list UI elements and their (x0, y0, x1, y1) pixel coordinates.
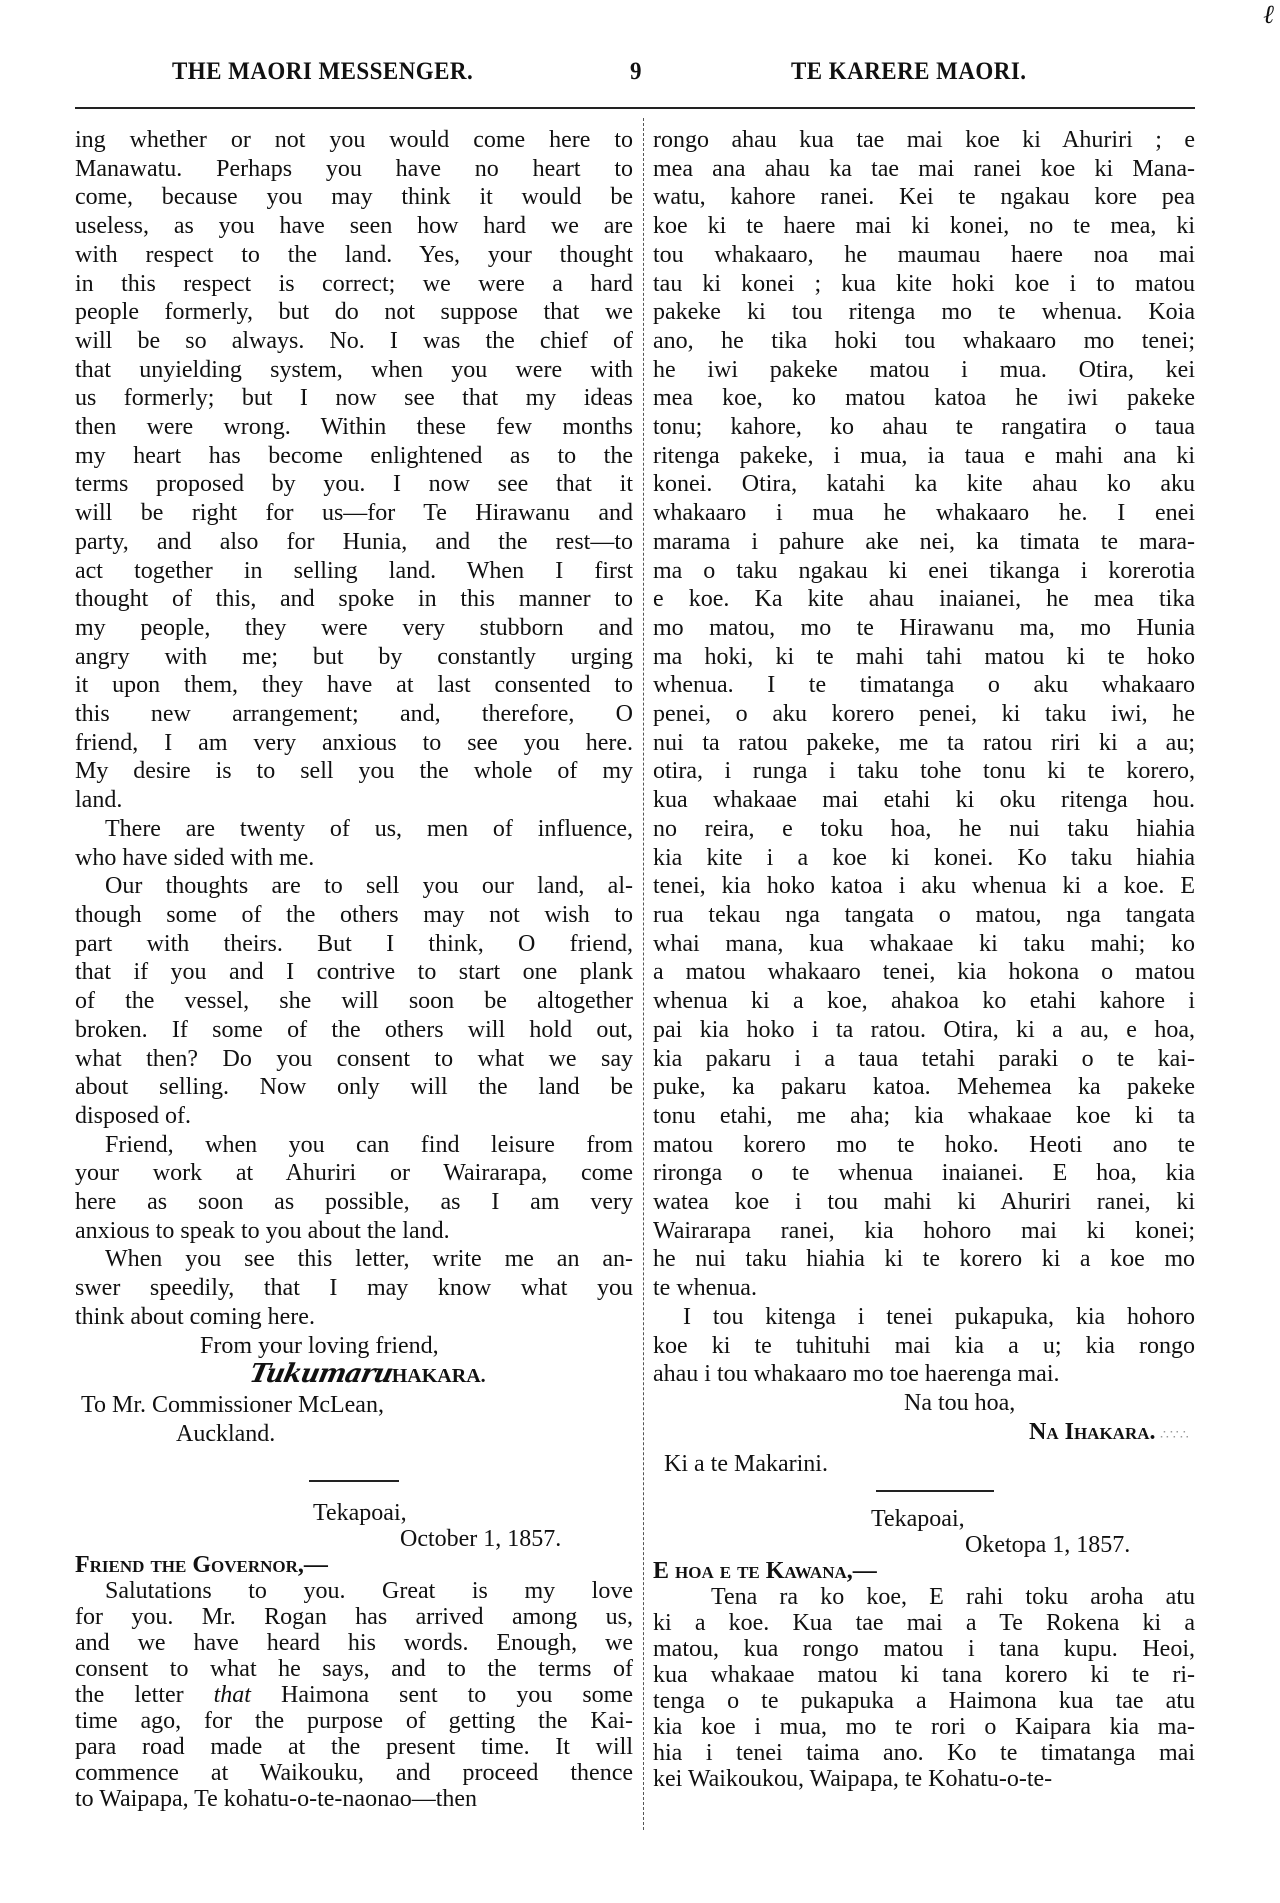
text-line: nui ta ratou pakeke, me ta ratou riri ki a au; (653, 729, 1195, 756)
margin-mark: ℓ (1263, 0, 1274, 29)
text-line: will be right for us—for Te Hirawanu and (75, 500, 633, 527)
text-line: time ago, for the purpose of getting the Kai- (75, 1708, 633, 1734)
text-line: terms proposed by you. I now see that it (75, 471, 633, 498)
addressee: To Mr. Commissioner McLean, (81, 1391, 384, 1418)
text-line: ritenga pakeke, i mua, ia taua e mahi ana ki (653, 442, 1195, 469)
text-line: tenga o te pukapuka a Haimona kua tae atu (653, 1688, 1195, 1714)
text-line: Friend, when you can find leisure from (105, 1131, 633, 1158)
text-line: kei Waikoukou, Waipapa, te Kohatu-o-te- (653, 1766, 1053, 1792)
signature-name: Na Ihakara. (1029, 1418, 1156, 1445)
text-line: of the vessel, she will soon be altogether (75, 988, 633, 1015)
text-line: Tena ra ko koe, E rahi toku aroha atu (711, 1584, 1195, 1610)
text-line: to Waipapa, Te kohatu-o-te-naonao—then (75, 1786, 478, 1812)
paragraph (75, 1578, 633, 1812)
text-line: mo matou, mo te Hirawanu ma, mo Hunia (653, 614, 1195, 641)
text-line: ma o taku ngakau ki enei tikanga i korerotia (653, 557, 1195, 584)
text-line: rironga o te whenua inaianei. E hoa, kia (653, 1160, 1195, 1187)
text-line: Manawatu. Perhaps you have no heart to (75, 155, 633, 182)
english-letter-2 (75, 1500, 633, 1812)
text-line: Salutations to you. Great is my love (105, 1578, 633, 1604)
text-line: for you. Mr. Rogan has arrived among us, (75, 1604, 633, 1630)
text-line: whai mana, kua whakaae ki taku mahi; ko (653, 930, 1195, 957)
letter-salutation: Friend the Governor,— (75, 1552, 328, 1578)
signature-line (653, 1418, 1195, 1451)
text-line: My desire is to sell you the whole of my (75, 758, 633, 785)
text-line: kia pakaru i a taua tetahi paraki o te kai- (653, 1045, 1195, 1072)
text-line: friend, I am very anxious to see you here. (75, 729, 633, 756)
text-line: Wairarapa ranei, kia hohoro mai ki konei; (653, 1217, 1195, 1244)
paragraph (75, 1245, 633, 1331)
text-line: watea koe i tou mahi ki Ahuriri ranei, ki (653, 1189, 1195, 1216)
text-line: tenei, kia hoko katoa i aku whenua ki a koe. E (653, 873, 1195, 900)
text-line: kua whakaae matou ki tana korero ki te ri- (653, 1662, 1195, 1688)
text-line: puke, ka pakaru katoa. Mehemea ka pakeke (653, 1074, 1195, 1101)
text-line: your work at Ahuriri or Wairarapa, come (75, 1160, 633, 1187)
letter-date: October 1, 1857. (400, 1526, 562, 1552)
text-line: Our thoughts are to sell you our land, al- (105, 873, 633, 900)
paragraph (75, 1131, 633, 1246)
text-line: kia koe i mua, mo te rori o Kaipara kia ma- (653, 1714, 1195, 1740)
text-line: what then? Do you consent to what we say (75, 1045, 633, 1072)
paragraph (75, 872, 633, 1130)
text-line: useless, as you have seen how hard we are (75, 213, 633, 240)
header-rule (75, 107, 1195, 109)
english-letter-1 (75, 126, 633, 1448)
text-line: te whenua. (653, 1275, 757, 1302)
masthead-english-title: THE MAORI MESSENGER. (172, 58, 474, 85)
letter-place: Tekapoai, (313, 1500, 407, 1526)
text-line: whenua ki a koe, ahakoa ko etahi kahore i (653, 988, 1195, 1015)
text-line: he nui taku hiahia ki te korero ki a koe mo (653, 1246, 1195, 1273)
text-line: matou korero mo te hoko. Heoti ano te (653, 1131, 1195, 1158)
text-line: koe ki te haere mai ki konei, no te mea, ki (653, 213, 1195, 240)
text-line: us formerly; but I now see that my ideas (75, 385, 633, 412)
text-line: will be so always. No. I was the chief of (75, 327, 633, 354)
letter-body (75, 126, 633, 1332)
stamp-mark: ∴∵∴ (1155, 1427, 1190, 1443)
addressee-city: Auckland. (176, 1420, 276, 1447)
text-line: that unyielding system, when you were with (75, 356, 633, 383)
text-line: disposed of. (75, 1102, 191, 1129)
text-line: broken. If some of the others will hold out, (75, 1016, 633, 1043)
text-line: it upon them, they have at last consented to (75, 672, 633, 699)
text-line: swer speedily, that I may know what you (75, 1275, 633, 1302)
text-line: then were wrong. Within these few months (75, 414, 633, 441)
text-line: and we have heard his words. Enough, we (75, 1630, 633, 1656)
text-line: no reira, e toku hoa, he nui taku hiahia (653, 815, 1195, 842)
paragraph (75, 126, 633, 815)
text-line: a matou whakaaro tenei, kia hokona o matou (653, 959, 1195, 986)
text-line: hia i tenei taima ano. Ko te timatanga mai (653, 1740, 1195, 1766)
text-line: koe ki te tuhituhi mai kia a u; kia rongo (653, 1332, 1195, 1359)
addressee: Ki a te Makarini. (664, 1451, 828, 1478)
section-divider (309, 1480, 399, 1482)
section-divider (876, 1490, 994, 1492)
text-line: rongo ahau kua tae mai koe ki Ahuriri ; e (653, 127, 1195, 153)
text-line: he iwi pakeke matou i mua. Otira, kei (653, 356, 1195, 383)
text-line: about selling. Now only will the land be (75, 1074, 633, 1101)
text-line: ki a koe. Kua tae mai a Te Rokena ki a (653, 1610, 1195, 1636)
text-line: kua whakaae mai etahi ki oku ritenga hou. (653, 787, 1195, 814)
text-line: ma hoki, ki te mahi tahi matou ki te hoko (653, 643, 1195, 670)
text-line: pai kia hoko i ta ratou. Otira, ki a au, e hoa, (653, 1016, 1195, 1043)
text-line: para road made at the present time. It will (75, 1734, 633, 1760)
text-line: here as soon as possible, as I am very (75, 1189, 633, 1216)
text-line: whakaaro i mua he whakaaro he. I enei (653, 500, 1195, 527)
letter-body (75, 1578, 633, 1812)
signature-line (75, 1360, 633, 1391)
text-line: tonu etahi, me aha; kia whakaae koe ki ta (653, 1102, 1195, 1129)
text-line: who have sided with me. (75, 844, 315, 871)
text-line: that if you and I contrive to start one plank (75, 959, 633, 986)
text-line: thought of this, and spoke in this manner to (75, 586, 633, 613)
paragraph (653, 126, 1195, 1303)
text-line: matou, kua rongo matou i tana kupu. Heoi, (653, 1636, 1195, 1662)
masthead-maori-title: TE KARERE MAORI. (791, 58, 1027, 85)
text-line: ahau i tou whakaaro mo toe haerenga mai. (653, 1361, 1060, 1388)
text-line: anxious to speak to you about the land. (75, 1217, 450, 1244)
text-line: think about coming here. (75, 1303, 315, 1330)
paragraph (653, 1303, 1195, 1389)
signature-name: HAKARA. (391, 1365, 486, 1388)
text-line: whenua. I te timatanga o aku whakaaro (653, 672, 1195, 699)
text-line: pakeke ki tou ritenga mo te whenua. Koia (653, 299, 1195, 326)
text-line: come, because you may think it would be (75, 184, 633, 211)
text-line: rua tekau nga tangata o matou, nga tangata (653, 901, 1195, 928)
text-line: people formerly, but do not suppose that we (75, 299, 633, 326)
text-line: act together in selling land. When I first (75, 557, 633, 584)
text-line: I tou kitenga i tenei pukapuka, kia hohoro (683, 1303, 1195, 1330)
text-line: land. (75, 787, 123, 814)
text-line: ano, he tika hoki tou whakaaro mo tenei; (653, 327, 1195, 354)
text-line: When you see this letter, write me an an- (105, 1246, 633, 1273)
text-line: There are twenty of us, men of influence, (105, 815, 633, 842)
maori-letter-1 (653, 126, 1195, 1479)
letter-body (653, 1584, 1195, 1792)
text-line: this new arrangement; and, therefore, O (75, 701, 633, 728)
letter-body (653, 126, 1195, 1389)
closing-from: Na tou hoa, (904, 1389, 1016, 1416)
page-number: 9 (630, 58, 642, 85)
text-line: my people, they were very stubborn and (75, 614, 633, 641)
text-line: penei, o aku korero penei, ki taku iwi, he (653, 701, 1195, 728)
text-line: though some of the others may not wish to (75, 901, 633, 928)
text-line: konei. Otira, katahi ka kite ahau ko aku (653, 471, 1195, 498)
maori-letter-2 (653, 1506, 1195, 1792)
text-line: e koe. Ka kite ahau inaianei, he mea tika (653, 586, 1195, 613)
text-line: part with theirs. But I think, O friend, (75, 930, 633, 957)
text-line: tou whakaaro, he maumau haere noa mai (653, 241, 1195, 268)
letter-salutation: E hoa e te Kawana,— (653, 1558, 877, 1584)
text-line: mea ana ahau ka tae mai ranei koe ki Mana- (653, 155, 1195, 182)
text-line: kia kite i a koe ki konei. Ko taku hiahia (653, 844, 1195, 871)
text-line: marama i pahure ake nei, ka timata te mara- (653, 528, 1195, 555)
text-line: tau ki konei ; kua kite hoki koe i to matou (653, 270, 1195, 297)
paragraph (653, 1584, 1195, 1792)
text-line: tonu; kahore, ko ahau te rangatira o taua (653, 414, 1195, 441)
text-line: party, and also for Hunia, and the rest—to (75, 528, 633, 555)
text-line: with respect to the land. Yes, your thought (75, 241, 633, 268)
text-line: consent to what he says, and to the terms of (75, 1656, 633, 1682)
text-line: my heart has become enlightened as to the (75, 442, 633, 469)
letter-place: Tekapoai, (871, 1506, 965, 1532)
text-line: in this respect is correct; we were a hard (75, 270, 633, 297)
column-divider (643, 118, 644, 1830)
letter-date: Oketopa 1, 1857. (965, 1532, 1131, 1558)
text-line: ing whether or not you would come here to (75, 127, 633, 153)
text-line: otira, i runga i taku tohe tonu ki te korero, (653, 758, 1195, 785)
closing-from: From your loving friend, (200, 1332, 439, 1359)
text-line: the letter that Haimona sent to you some (75, 1682, 633, 1708)
text-line: watu, kahore ranei. Kei te ngakau kore pea (653, 184, 1195, 211)
text-line: angry with me; but by constantly urging (75, 643, 633, 670)
handwritten-signature: Tukumaru (246, 1359, 396, 1390)
text-line: commence at Waikouku, and proceed thence (75, 1760, 633, 1786)
text-line: mea koe, ko matou katoa he iwi pakeke (653, 385, 1195, 412)
paragraph (75, 815, 633, 872)
